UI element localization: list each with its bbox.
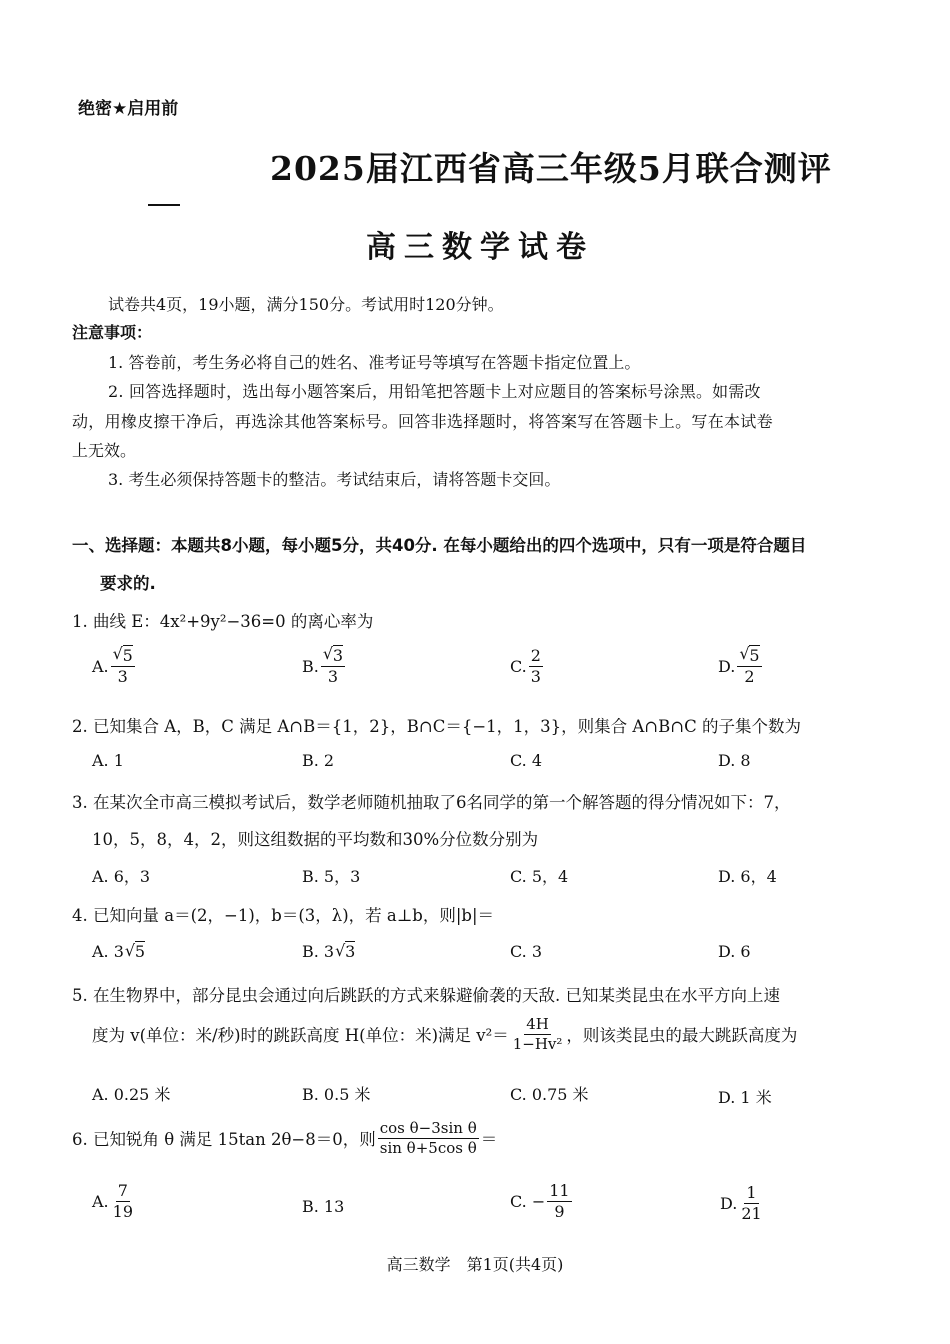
question-5-option-c: C. 0.75 米 <box>510 1085 589 1104</box>
option-denominator: 2 <box>744 666 755 686</box>
decorative-dash <box>148 204 180 206</box>
option-numerator: 11 <box>549 1181 570 1200</box>
option-label: A. <box>92 1191 109 1211</box>
stem-text: 6. 已知锐角 θ 满足 15tan 2θ−8＝0，则 <box>72 1130 376 1149</box>
section-heading-cont: 要求的. <box>100 574 156 593</box>
question-2-option-d: D. 8 <box>718 751 751 770</box>
question-6-option-a <box>92 1182 137 1220</box>
stem-text: ＝ <box>480 1130 498 1149</box>
option-label: B. 3 <box>302 942 335 961</box>
question-4-option-a <box>92 942 145 961</box>
option-label: B. 13 <box>302 1197 345 1216</box>
option-label: D. <box>720 1193 738 1213</box>
option-denominator: 19 <box>112 1201 133 1221</box>
note-item: 3. 考生必须保持答题卡的整洁。考试结束后，请将答题卡交回。 <box>108 470 561 489</box>
question-6-option-b <box>302 1197 344 1216</box>
option-numerator: 1 <box>746 1183 757 1202</box>
question-2-stem: 2. 已知集合 A，B，C 满足 A∩B＝{1，2}，B∩C＝{−1，1，3}，则集合 A∩B∩C 的子集个数为 <box>72 717 801 736</box>
question-2-option-b: B. 2 <box>302 751 335 770</box>
question-3-stem: 3. 在某次全市高三模拟考试后，数学老师随机抽取了6名同学的第一个解答题的得分情况如下：7， <box>72 793 791 812</box>
section-heading: 一、选择题：本题共8小题，每小题5分，共40分. 在每小题给出的四个选项中，只有一项是符合题目 <box>72 536 807 555</box>
question-3-option-b: B. 5，3 <box>302 867 361 886</box>
option-numerator: 3 <box>332 646 344 665</box>
question-1-option-c <box>510 647 545 685</box>
page-footer: 高三数学 第1页(共4页) <box>386 1255 564 1274</box>
option-numerator: 7 <box>117 1181 128 1200</box>
question-5-option-d: D. 1 米 <box>718 1088 772 1107</box>
option-label: A. 3 <box>92 942 124 961</box>
option-denominator: 9 <box>554 1201 565 1221</box>
exam-title: 2025届江西省高三年级5月联合测评 <box>270 149 832 188</box>
question-4-option-b <box>302 942 355 961</box>
formula-numerator: 4H <box>526 1015 549 1033</box>
question-5-option-b: B. 0.5 米 <box>302 1085 371 1104</box>
question-5-stem: 5. 在生物界中，部分昆虫会通过向后跳跃的方式来躲避偷袭的天敌. 已知某类昆虫在水平方向上速 <box>72 986 780 1005</box>
question-4-option-c <box>510 942 542 961</box>
formula-denominator: 1−Hv² <box>512 1034 563 1053</box>
option-denominator: 3 <box>117 666 128 686</box>
question-2-option-c: C. 4 <box>510 751 543 770</box>
question-1-option-d <box>718 647 764 685</box>
question-1-stem: 1. 曲线 E：4x²+9y²−36=0 的离心率为 <box>72 612 374 631</box>
question-4-stem: 4. 已知向量 a＝(2，−1)，b＝(3，λ)，若 a⊥b，则|b|＝ <box>72 906 494 925</box>
option-numerator: 2 <box>530 646 541 665</box>
option-label: B. <box>302 656 319 676</box>
question-6-option-c <box>510 1182 574 1220</box>
option-label: C. <box>510 656 527 676</box>
question-4-option-d <box>718 942 751 961</box>
question-1-option-a <box>92 647 137 685</box>
confidential-label: 绝密★启用前 <box>78 99 179 119</box>
option-denominator: 3 <box>530 666 541 686</box>
option-radicand: 5 <box>134 942 146 961</box>
option-label: D. <box>718 656 736 676</box>
option-numerator: 5 <box>122 646 133 665</box>
question-6-option-d <box>720 1184 766 1222</box>
paper-subtitle: 高三数学试卷 <box>366 230 594 265</box>
question-3-option-a: A. 6，3 <box>92 867 151 886</box>
option-numerator: 5 <box>749 646 760 665</box>
question-5-stem-cont <box>92 1016 797 1052</box>
note-item: 2. 回答选择题时，选出每小题答案后，用铅笔把答题卡上对应题目的答案标号涂黑。如需改 <box>108 382 761 401</box>
stem-text: 度为 v(单位：米/秒)时的跳跃高度 H(单位：米)满足 v²＝ <box>92 1026 509 1045</box>
option-label: C. − <box>510 1191 546 1211</box>
notes-heading: 注意事项： <box>72 323 153 342</box>
option-radicand: 3 <box>345 942 356 961</box>
question-3-stem-cont: 10，5，8，4，2，则这组数据的平均数和30%分位数分别为 <box>92 830 539 849</box>
stem-text: ，则该类昆虫的最大跳跃高度为 <box>566 1026 798 1045</box>
formula-numerator: cos θ−3sin θ <box>379 1119 477 1137</box>
question-3-option-d: D. 6，4 <box>718 867 777 886</box>
note-item: 1. 答卷前，考生务必将自己的姓名、准考证号等填写在答题卡指定位置上。 <box>108 353 641 372</box>
question-5-option-a: A. 0.25 米 <box>92 1085 171 1104</box>
question-1-option-b <box>302 647 347 685</box>
question-3-option-c: C. 5，4 <box>510 867 569 886</box>
exam-intro: 试卷共4页，19小题，满分150分。考试用时120分钟。 <box>108 295 504 314</box>
option-denominator: 3 <box>327 666 339 686</box>
option-label: A. <box>92 656 109 676</box>
formula-denominator: sin θ+5cos θ <box>379 1138 477 1157</box>
note-item: 上无效。 <box>72 441 137 460</box>
question-2-option-a: A. 1 <box>92 751 124 770</box>
option-label: C. 3 <box>510 942 543 961</box>
option-denominator: 21 <box>741 1203 762 1223</box>
option-label: D. 6 <box>718 942 751 961</box>
question-6-stem <box>72 1120 497 1156</box>
note-item: 动，用橡皮擦干净后，再选涂其他答案标号。回答非选择题时，将答案写在答题卡上。写在本试卷 <box>72 412 773 431</box>
